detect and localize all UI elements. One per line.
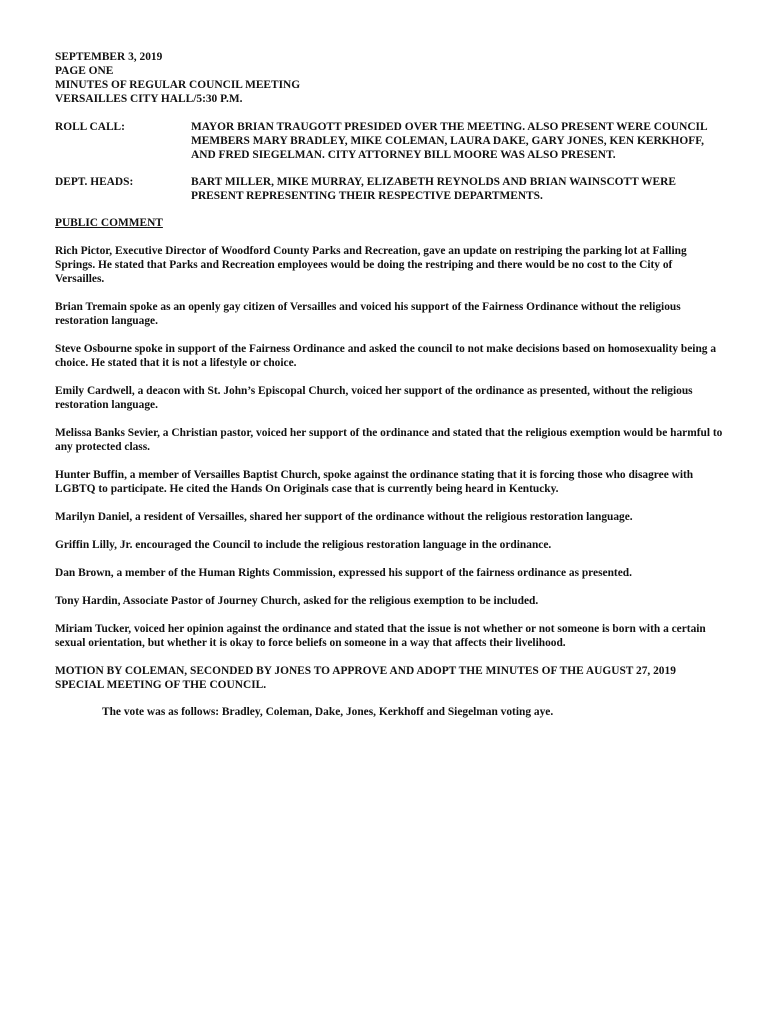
public-comment-paragraph: Steve Osbourne spoke in support of the Fairness Ordinance and asked the council to not make decisions based on homosexuality being a choice. He stated that it is not a lifestyle or choice. (55, 343, 717, 369)
dept-heads-label: DEPT. HEADS: (55, 176, 134, 188)
document-header (55, 50, 723, 106)
roll-call-label: ROLL CALL: (55, 121, 125, 133)
public-comment-paragraph: Dan Brown, a member of the Human Rights Commission, expressed his support of the fairness ordinance as presented. (55, 567, 632, 579)
public-comment-heading: PUBLIC COMMENT (55, 217, 163, 229)
public-comment-list (55, 244, 723, 650)
public-comment-paragraph: Rich Pictor, Executive Director of Woodford County Parks and Recreation, gave an update on restriping the parking lot at Falling Springs. He stated that Parks and Recreation employees would be doing the restriping and there would be no cost to the City of Versailles. (55, 245, 687, 285)
public-comment-paragraph: Melissa Banks Sevier, a Christian pastor, voiced her support of the ordinance and stated that the religious exemption would be harmful to any protected class. (55, 427, 723, 453)
meeting-location: VERSAILLES CITY HALL/5:30 P.M. (55, 93, 243, 105)
minutes-page (55, 50, 723, 719)
public-comment-paragraph: Brian Tremain spoke as an openly gay citizen of Versailles and voiced his support of the Fairness Ordinance without the religious restoration language. (55, 301, 681, 327)
public-comment-paragraph: Hunter Buffin, a member of Versailles Baptist Church, spoke against the ordinance stating that it is forcing those who disagree with LGBTQ to participate. He cited the Hands On Originals case that is currently being heard in Kentucky. (55, 469, 694, 495)
public-comment-paragraph: Miriam Tucker, voiced her opinion against the ordinance and stated that the issue is not whether or not someone is born with a certain sexual orientation, but whether it is okay to force beliefs on someone in a way that affects their livelihood. (55, 623, 706, 649)
page-number: PAGE ONE (55, 65, 114, 77)
roll-call-section (55, 120, 723, 162)
vote-result: The vote was as follows: Bradley, Coleman, Dake, Jones, Kerkhoff and Siegelman voting aye. (102, 706, 554, 718)
roll-call-text: MAYOR BRIAN TRAUGOTT PRESIDED OVER THE MEETING. ALSO PRESENT WERE COUNCIL MEMBERS MARY BRADLEY, MIKE COLEMAN, LAURA DAKE, GARY JONES, KEN KERKHOFF, AND FRED SIEGELMAN. CITY ATTORNEY BILL MOORE WAS ALSO PRESENT. (191, 121, 707, 161)
public-comment-paragraph: Marilyn Daniel, a resident of Versailles, shared her support of the ordinance without the religious restoration language. (55, 511, 633, 523)
motion-text: MOTION BY COLEMAN, SECONDED BY JONES TO APPROVE AND ADOPT THE MINUTES OF THE AUGUST 27, 2019 SPECIAL MEETING OF THE COUNCIL. (55, 665, 676, 691)
meeting-date: SEPTEMBER 3, 2019 (55, 51, 163, 63)
document-title: MINUTES OF REGULAR COUNCIL MEETING (55, 79, 301, 91)
public-comment-paragraph: Griffin Lilly, Jr. encouraged the Council to include the religious restoration language in the ordinance. (55, 539, 552, 551)
public-comment-paragraph: Tony Hardin, Associate Pastor of Journey Church, asked for the religious exemption to be included. (55, 595, 539, 607)
public-comment-paragraph: Emily Cardwell, a deacon with St. John’s Episcopal Church, voiced her support of the ordinance as presented, without the religious restoration language. (55, 385, 693, 411)
dept-heads-text: BART MILLER, MIKE MURRAY, ELIZABETH REYNOLDS AND BRIAN WAINSCOTT WERE PRESENT REPRESENTING THEIR RESPECTIVE DEPARTMENTS. (191, 176, 676, 202)
dept-heads-section (55, 175, 723, 203)
